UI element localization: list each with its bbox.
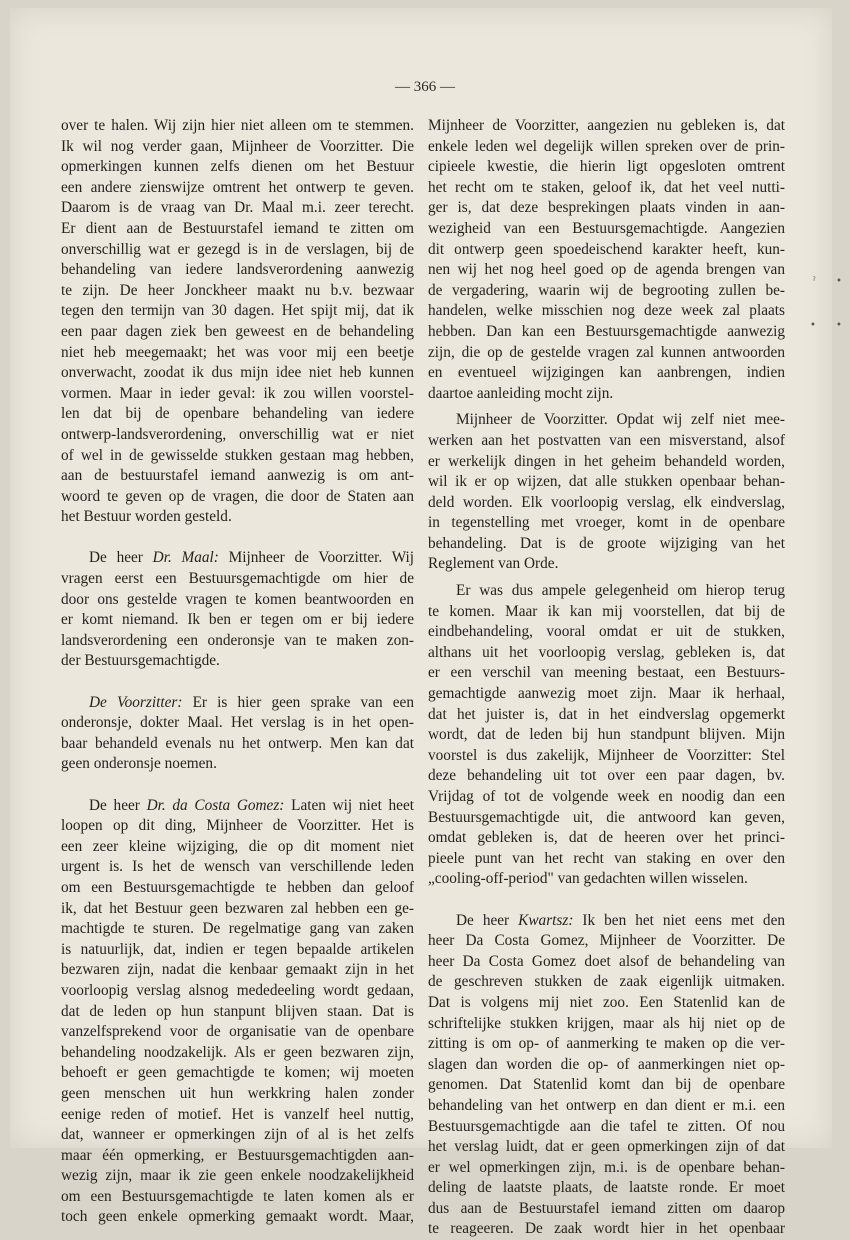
text-line: door ons gestelde vragen te komen beantwoorden en	[61, 590, 414, 608]
text-line: wil ik er op wijzen, dat alle stukken openbaar behan-	[428, 473, 785, 491]
paragraph	[428, 410, 785, 575]
text-line: zitting is om op- of aanmerking te maken op die ver-	[428, 1035, 785, 1053]
speaker-line	[61, 796, 414, 817]
text-line: een andere zienswijze omtrent het ontwerp te geven.	[61, 178, 414, 196]
text-line: niet heb meegemaakt; het was voor mij een beetje	[61, 343, 414, 361]
text-line: het verslag luidt, dat er geen opmerkingen zijn of dat	[428, 1138, 785, 1156]
text-line: is natuurlijk, dat, indien er tegen bepaalde artikelen	[61, 940, 414, 958]
speaker-name: De Voorzitter:	[89, 693, 183, 711]
text-line: voorstel is dus zakelijk, Mijnheer de Voorzitter: Stel	[428, 746, 785, 764]
text-line: Ik wil nog verder gaan, Mijnheer de Voorzitter. Die	[61, 137, 414, 155]
paragraph	[61, 713, 414, 775]
text-line: Bestuursgemachtigde aan die tafel te zitten. Of nou	[428, 1117, 785, 1135]
text-line: vormen. Maar in ieder geval: ik zou willen voorstel-	[61, 384, 414, 402]
text-line: dat het juister is, dat in het eindverslag opgemerkt	[428, 705, 785, 723]
text-line: toch geen enkele opmerking gemaakt wordt. Maar,	[61, 1208, 414, 1226]
margin-mark: •	[836, 276, 842, 287]
text-line: ger is, dat deze besprekingen plaats vinden in aan-	[428, 199, 785, 217]
text-line: een paar dagen ziek ben geweest en de behandeling	[61, 322, 414, 340]
text-line: deling de laatste plaats, de laatste ronde. Er moet	[428, 1179, 785, 1197]
text-line: of wel in de gewisselde stukken gestaan mag hebben,	[61, 446, 414, 464]
speaker-text: Laten wij niet heet	[291, 796, 414, 814]
text-line: vanzelfsprekend voor de organisatie van de openbare	[61, 1023, 414, 1041]
text-line: er werkelijk dingen in het geheim behandeld worden,	[428, 452, 785, 470]
text-line: geen menschen uit hun werkkring halen zonder	[61, 1084, 414, 1102]
speaker-name: Dr. da Costa Gomez:	[146, 796, 285, 814]
text-line: opmerkingen kunnen zelfs dienen om het Bestuur	[61, 158, 414, 176]
speaker-name: Kwartsz:	[518, 911, 574, 929]
speaker-prefix: De heer	[89, 796, 140, 814]
text-line: behandeling van iedere landsverordening aanwezig	[61, 261, 414, 279]
text-line: Er was dus ampele gelegenheid om hierop terug	[456, 582, 785, 600]
text-line: tegen den termijn van 30 dagen. Het spijt mij, dat ik	[61, 302, 414, 320]
right-column	[428, 116, 785, 1240]
text-line: pieele punt van het recht van staking en over den	[428, 849, 785, 867]
text-line: onderonsje, dokter Maal. Het verslag is in het open-	[61, 714, 414, 732]
text-line: Vrijdag of tot de volgende week en noodig dan een	[428, 788, 785, 805]
text-line: er een verschil van meening bestaat, een Bestuurs-	[428, 664, 785, 682]
margin-mark: •	[810, 320, 816, 331]
page-number: — 366 —	[395, 79, 455, 95]
text-line: onverschillig wat er gezegd is in de verslagen, bij de	[61, 240, 414, 258]
text-line: behandeling van het ontwerp en dan dient er m.i. een	[428, 1096, 785, 1114]
text-line: geen onderonsje noemen.	[61, 755, 217, 773]
text-line: „cooling-off-period" van gedachten willen wisselen.	[428, 870, 748, 888]
text-line: gemachtigde aanwezig moet zijn. Maar ik herhaal,	[428, 685, 785, 703]
paragraph	[428, 116, 785, 404]
margin-mark: •	[836, 320, 842, 331]
text-line: dus aan de Bestuurstafel iemand zitten om daarop	[428, 1199, 785, 1217]
text-line: ontwerp-landsverordening, onverschillig wat er niet	[61, 425, 414, 443]
text-line: er komt niemand. Ik ben er tegen om er bij iedere	[61, 611, 414, 629]
speaker-text: Ik ben het niet eens met den	[582, 911, 785, 929]
text-line: len dat bij de openbare behandeling van iedere	[61, 405, 414, 423]
text-line: hebben. Dan kan een Bestuursgemachtigde aanwezig	[428, 322, 785, 340]
text-line: behandeling noodzakelijk. Als er geen bezwaren zijn,	[61, 1043, 414, 1061]
text-line: dat de leden op hun stanpunt blijven staan. Dat is	[61, 1002, 414, 1020]
text-line: de geschreven stukken de zaak eigenlijk uitmaken.	[428, 973, 785, 991]
paragraph	[61, 569, 414, 672]
text-line: aan de bestuurstafel iemand aanwezig is om ant-	[61, 467, 414, 485]
text-line: schriftelijke stukken krijgen, maar als hij niet op de	[428, 1014, 785, 1032]
text-line: Daarom is de vraag van Dr. Maal m.i. zeer terecht.	[61, 199, 414, 217]
text-line: er wel opmerkingen zijn, m.i. is de openbare behan-	[428, 1158, 785, 1176]
text-line: cipieele kwestie, die hierin ligt opgesloten omtrent	[428, 158, 785, 176]
text-line: genomen. Dat Statenlid komt dan bij de openbare	[428, 1076, 785, 1094]
text-line: maar één opmerking, er Bestuursgemachtigden aan-	[61, 1146, 414, 1164]
speaker-line	[428, 911, 785, 932]
text-line: loopen op dit ding, Mijnheer de Voorzitter. Het is	[61, 817, 414, 835]
paragraph	[428, 581, 785, 890]
text-line: de vergadering, waarin wij de begrooting zullen be-	[428, 281, 785, 299]
text-line: te komen. Maar ik kan mij voorstellen, dat bij de	[428, 602, 785, 620]
text-line: omdat gebleken is, dat de heeren over het princi-	[428, 829, 785, 847]
text-line: het recht om te staken, geloof ik, dat het veel nutti-	[428, 178, 785, 196]
speaker-line	[61, 548, 414, 569]
text-line: om een Bestuursgemachtigde te laten komen als er	[61, 1187, 414, 1205]
text-line: deze behandeling uit tot over een paar dagen, bv.	[428, 767, 785, 785]
text-line: machtigde te sturen. De regelmatige gang van zaken	[61, 920, 414, 938]
margin-mark: ˀ	[813, 276, 816, 287]
text-line: Er dient aan de Bestuurstafel iemand te zitten om	[61, 219, 414, 237]
paragraph	[61, 116, 414, 528]
text-line: heer Da Costa Gomez, Mijnheer de Voorzitter. De	[428, 932, 785, 950]
text-line: deld worden. Elk voorloopig verslag, elk eindverslag,	[428, 493, 785, 511]
text-line: baar behandeld evenals nu het ontwerp. Men kan dat	[61, 734, 414, 752]
text-line: Bestuursgemachtigde uit, die antwoord kan geven,	[428, 808, 785, 826]
text-line: woord te geven op de vragen, die door de Staten aan	[61, 487, 414, 505]
text-line: behandeling. Dat is de groote wijziging van het	[428, 534, 785, 552]
text-line: handelen, welke misschien nog deze week zal plaats	[428, 302, 785, 320]
text-line: Reglement van Orde.	[428, 555, 559, 573]
text-line: althans uit het voorloopig verslag, gebleken is, dat	[428, 643, 785, 661]
text-line: over te halen. Wij zijn hier niet alleen om te stemmen.	[61, 117, 414, 134]
text-line: landsverordening een onderonsje van te maken zon-	[61, 631, 414, 649]
text-line: behoeft er geen gemachtigde te komen; wij moeten	[61, 1064, 414, 1082]
speaker-prefix: De heer	[456, 911, 510, 929]
text-line: Mijnheer de Voorzitter. Opdat wij zelf niet mee-	[456, 411, 785, 429]
text-line: nen wij het nog heel goed op de agenda brengen van	[428, 261, 785, 279]
text-line: heer Da Costa Gomez doet alsof de behandeling van	[428, 952, 785, 970]
text-line: werken aan het postvatten van een misverstand, alsof	[428, 431, 785, 449]
text-line: onverwacht, zoodat ik dus mijn idee niet heb kunnen	[61, 364, 414, 382]
text-line: bezwaren zijn, nadat die kenbaar gemaakt zijn in het	[61, 961, 414, 979]
text-line: Dat is volgens mij niet zoo. Een Statenlid kan de	[428, 993, 785, 1011]
text-line: te zijn. De heer Jonckheer maakt nu b.v. bezwaar	[61, 281, 414, 299]
text-line: wezigheid van een Bestuursgemachtigde. Aangezien	[428, 219, 785, 237]
paragraph	[428, 931, 785, 1240]
text-line: eindbehandeling, vooral omdat er uit de stukken,	[428, 623, 785, 641]
speaker-prefix: De heer	[89, 549, 143, 567]
text-line: wezig zijn, maar ik zie geen enkele noodzakelijkheid	[61, 1167, 414, 1185]
text-line: urgent is. Is het de wensch van verschillende leden	[61, 858, 414, 876]
speaker-name: Dr. Maal:	[152, 549, 219, 567]
text-line: voorloopig verslag alsnog mededeeling wordt gedaan,	[61, 981, 414, 999]
text-line: ik, dat het Bestuur geen bezwaren zal hebben een ge-	[61, 899, 414, 917]
speaker-line	[61, 693, 414, 714]
text-line: een zeer kleine wijziging, die op dit moment niet	[61, 837, 414, 855]
text-line: het Bestuur worden gesteld.	[61, 508, 232, 526]
text-line: enkele leden wel degelijk willen spreken over de prin-	[428, 137, 785, 155]
text-line: en eventueel wijzigingen kan aanbrengen, indien	[428, 364, 785, 382]
text-line: der Bestuursgemachtigde.	[61, 652, 220, 670]
text-line: slagen dan worden die op- of aanmerkingen niet op-	[428, 1055, 785, 1073]
text-line: zijn, die op de gestelde vragen zal kunnen antwoorden	[428, 343, 785, 361]
text-line: daartoe aanleiding mocht zijn.	[428, 384, 614, 402]
paragraph	[61, 816, 414, 1228]
speaker-text: Er is hier geen sprake van een	[192, 693, 414, 711]
left-column	[61, 116, 414, 1228]
speaker-text: Mijnheer de Voorzitter. Wij	[228, 549, 414, 567]
text-line: wordt, dat de leden bij hun standpunt blijven. Mijn	[428, 726, 785, 744]
text-line: dat, wanneer er opmerkingen zijn of al is het zelfs	[61, 1126, 414, 1144]
text-line: eenige reden of motief. Het is vanzelf heel nuttig,	[61, 1105, 414, 1123]
text-line: in tegenstelling met vroeger, komt in de openbare	[428, 514, 785, 532]
text-line: te reageeren. De zaak wordt hier in het openbaar	[428, 1220, 785, 1238]
text-line: dit ontwerp geen spoedeischend karakter heeft, kun-	[428, 240, 785, 258]
text-line: om een Bestuursgemachtigde te hebben dan geloof	[61, 878, 414, 896]
text-line: Mijnheer de Voorzitter, aangezien nu gebleken is, dat	[428, 117, 785, 134]
text-line: vragen eerst een Bestuursgemachtigde om hier de	[61, 570, 414, 588]
